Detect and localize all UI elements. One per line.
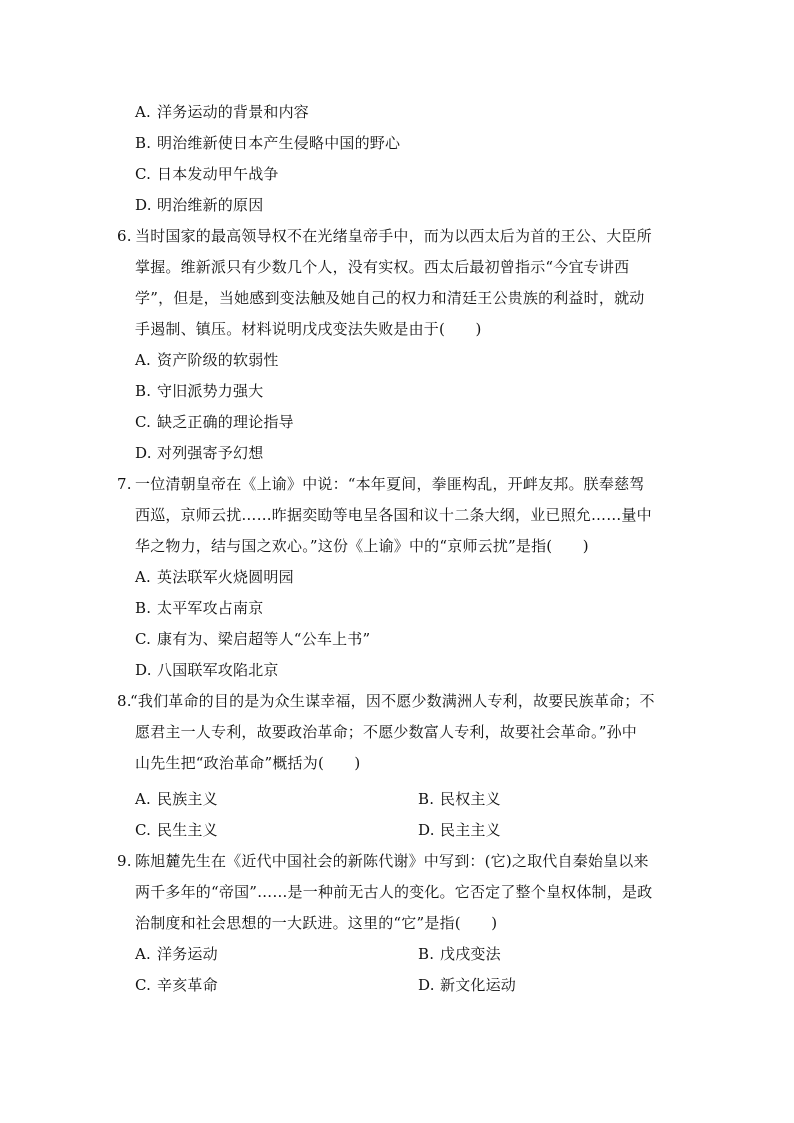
q7-stem-line-2: 西巡，京师云扰……昨据奕劻等电呈各国和议十二条大纲，业已照允……量中	[135, 506, 652, 524]
q7-option-c: C. 康有为、梁启超等人“公车上书”	[135, 630, 371, 648]
q9-option-b: B. 戊戌变法	[418, 945, 501, 963]
q9-number: 9.	[117, 852, 132, 870]
q8-option-b: B. 民权主义	[418, 790, 501, 808]
q6-stem-line-4: 手遏制、镇压。材料说明戊戌变法失败是由于( )	[135, 320, 482, 338]
q8-stem-line-2: 愿君主一人专利，故要政治革命；不愿少数富人专利，故要社会革命。”孙中	[135, 723, 637, 741]
q7-number: 7.	[117, 475, 132, 493]
q6-option-c: C. 缺乏正确的理论指导	[135, 413, 294, 431]
q9-option-d: D. 新文化运动	[418, 976, 517, 994]
q6-number: 6.	[117, 227, 132, 245]
q7-option-b: B. 太平军攻占南京	[135, 599, 264, 617]
q9-stem-line-2: 两千多年的“帝国”……是一种前无古人的变化。它否定了整个皇权体制，是政	[135, 883, 653, 901]
q6-option-b: B. 守旧派势力强大	[135, 382, 264, 400]
q8-stem-line-3: 山先生把“政治革命”概括为( )	[135, 754, 361, 772]
q7-stem-line-1: 7. 一位清朝皇帝在《上谕》中说：“本年夏间，拳匪构乱，开衅友邦。朕奉慈驾	[117, 475, 645, 493]
q6-stem-line-2: 掌握。维新派只有少数几个人，没有实权。西太后最初曾指示“今宜专讲西	[135, 258, 630, 276]
q6-stem-line-1: 6. 当时国家的最高领导权不在光绪皇帝手中，而为以西太后为首的王公、大臣所	[117, 227, 652, 245]
pre-option-c: C. 日本发动甲午战争	[135, 165, 279, 183]
pre-option-d: D. 明治维新的原因	[135, 196, 264, 214]
q7-option-d: D. 八国联军攻陷北京	[135, 661, 279, 679]
q8-option-c: C. 民生主义	[135, 821, 218, 839]
pre-option-a: A. 洋务运动的背景和内容	[135, 103, 310, 121]
q9-option-a: A. 洋务运动	[135, 945, 218, 963]
q7-option-a: A. 英法联军火烧圆明园	[135, 568, 294, 586]
q8-stem-line-1: 8.“我们革命的目的是为众生谋幸福，因不愿少数满洲人专利，故要民族革命；不	[117, 692, 655, 710]
q7-stem-line-3: 华之物力，结与国之欢心。”这份《上谕》中的“京师云扰”是指( )	[135, 537, 589, 555]
q8-option-a: A. 民族主义	[135, 790, 218, 808]
q8-option-d: D. 民主主义	[418, 821, 501, 839]
q9-stem-line-3: 治制度和社会思想的一大跃进。这里的“它”是指( )	[135, 914, 498, 932]
q8-number: 8.	[117, 692, 132, 710]
q6-option-a: A. 资产阶级的软弱性	[135, 351, 279, 369]
q6-stem-line-3: 学”，但是，当她感到变法触及她自己的权力和清廷王公贵族的利益时，就动	[135, 289, 645, 307]
q6-option-d: D. 对列强寄予幻想	[135, 444, 264, 462]
q9-option-c: C. 辛亥革命	[135, 976, 218, 994]
pre-option-b: B. 明治维新使日本产生侵略中国的野心	[135, 134, 401, 152]
q9-stem-line-1: 9. 陈旭麓先生在《近代中国社会的新陈代谢》中写到：(它)之取代自秦始皇以来	[117, 852, 649, 870]
